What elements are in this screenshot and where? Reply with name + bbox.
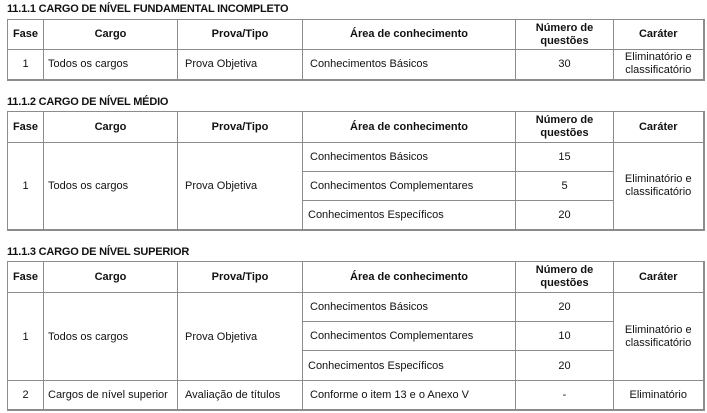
table-medio [7, 111, 705, 231]
cell-numero: - [516, 381, 614, 410]
cell-area: Conhecimentos Complementares [303, 322, 516, 351]
header-numero: Número de questões [516, 112, 614, 143]
cell-fase: 1 [8, 143, 44, 230]
cell-numero: 15 [516, 143, 614, 172]
table-row [8, 143, 704, 172]
cell-carater: Eliminatório e classificatório [614, 143, 704, 230]
header-cargo: Cargo [44, 112, 178, 143]
cell-numero: 10 [516, 322, 614, 351]
header-numero: Número de questões [516, 20, 614, 50]
header-cargo: Cargo [44, 262, 178, 293]
table-row [8, 50, 704, 80]
table-superior [7, 261, 705, 411]
header-fase: Fase [8, 262, 44, 293]
cell-numero: 20 [516, 201, 614, 230]
cell-prova: Avaliação de títulos [178, 381, 303, 410]
cell-area: Conhecimentos Específicos [303, 201, 516, 230]
cell-carater: Eliminatório e classificatório [614, 50, 704, 80]
cell-numero: 20 [516, 351, 614, 381]
cell-area: Conhecimentos Específicos [303, 351, 516, 381]
header-carater: Caráter [614, 112, 704, 143]
cell-prova: Prova Objetiva [178, 143, 303, 230]
table-header-row [8, 20, 704, 50]
cell-numero: 5 [516, 172, 614, 201]
header-area: Área de conhecimento [303, 262, 516, 293]
cell-fase: 2 [8, 381, 44, 410]
table-header-row [8, 112, 704, 143]
header-area: Área de conhecimento [303, 112, 516, 143]
header-numero: Número de questões [516, 262, 614, 293]
section-title-superior: 11.1.3 CARGO DE NÍVEL SUPERIOR [7, 246, 190, 258]
table-row [8, 381, 704, 410]
cell-area: Conhecimentos Básicos [303, 293, 516, 322]
cell-area: Conhecimentos Complementares [303, 172, 516, 201]
header-fase: Fase [8, 112, 44, 143]
cell-numero: 20 [516, 293, 614, 322]
header-carater: Caráter [614, 20, 704, 50]
cell-area: Conforme o item 13 e o Anexo V [303, 381, 516, 410]
header-prova: Prova/Tipo [178, 112, 303, 143]
section-title-fundamental: 11.1.1 CARGO DE NÍVEL FUNDAMENTAL INCOMPLETO [7, 3, 289, 15]
cell-carater: Eliminatório e classificatório [614, 293, 704, 381]
cell-area: Conhecimentos Básicos [303, 50, 516, 80]
cell-cargo: Todos os cargos [44, 293, 178, 381]
header-carater: Caráter [614, 262, 704, 293]
cell-cargo: Todos os cargos [44, 143, 178, 230]
cell-prova: Prova Objetiva [178, 50, 303, 80]
cell-cargo: Cargos de nível superior [44, 381, 178, 410]
cell-cargo: Todos os cargos [44, 50, 178, 80]
cell-numero: 30 [516, 50, 614, 80]
table-header-row [8, 262, 704, 293]
cell-fase: 1 [8, 50, 44, 80]
header-area: Área de conhecimento [303, 20, 516, 50]
header-prova: Prova/Tipo [178, 20, 303, 50]
header-fase: Fase [8, 20, 44, 50]
section-title-medio: 11.1.2 CARGO DE NÍVEL MÉDIO [7, 96, 169, 108]
cell-fase: 1 [8, 293, 44, 381]
cell-prova: Prova Objetiva [178, 293, 303, 381]
cell-carater: Eliminatório [614, 381, 704, 410]
header-prova: Prova/Tipo [178, 262, 303, 293]
table-row [8, 293, 704, 322]
cell-area: Conhecimentos Básicos [303, 143, 516, 172]
table-fundamental [7, 19, 705, 81]
header-cargo: Cargo [44, 20, 178, 50]
